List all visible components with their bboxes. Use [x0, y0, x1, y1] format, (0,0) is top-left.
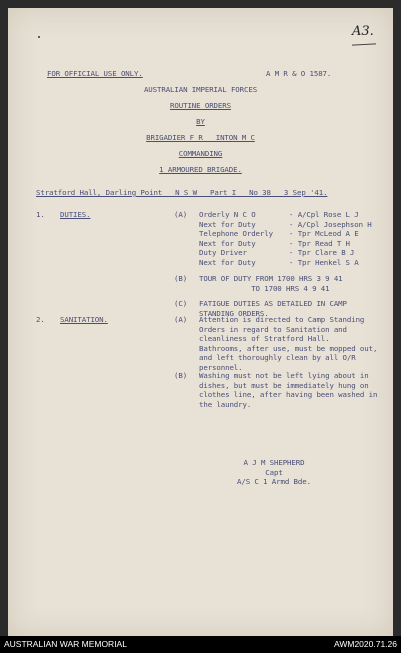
duty-person: - A/Cpl Josephson H	[289, 219, 372, 229]
section-heading: DUTIES.	[60, 210, 91, 219]
footer-accession-number: AWM2020.71.26	[334, 639, 397, 649]
duty-person: - A/Cpl Rose L J	[289, 210, 359, 219]
duty-person: - Tpr Henkel S A	[289, 258, 359, 267]
reference-number: A M R & O 1587.	[266, 69, 332, 78]
dateline: Stratford Hall, Darling Point N S W Part I No 38 3 Sep '41.	[36, 188, 328, 197]
paragraph-label: (B)	[174, 371, 188, 380]
paragraph-label: (A)	[174, 210, 188, 219]
brigade: 1 ARMOURED BRIGADE.	[159, 165, 242, 174]
by-line: BY	[196, 117, 205, 126]
handwritten-underline	[352, 43, 376, 45]
duty-role: Next for Duty	[199, 219, 256, 229]
signature-name: A J M SHEPHERD	[243, 458, 305, 467]
duty-role: Next for Duty	[199, 258, 256, 267]
paragraph-label: (B)	[174, 274, 188, 283]
paragraph-line: Attention is directed to Camp Standing	[199, 315, 365, 324]
paragraph-line: Washing must not be left lying about in	[199, 371, 369, 380]
paragraph-line: Orders in regard to Sanitation and	[199, 324, 347, 334]
section-number: 1.	[36, 210, 45, 219]
paragraph-line: TOUR OF DUTY FROM 1700 HRS 3 9 41	[199, 274, 343, 283]
duty-role: Telephone Orderly	[199, 229, 273, 239]
paragraph-line: Bathrooms, after use, must be mopped out,	[199, 343, 378, 353]
document-title: ROUTINE ORDERS	[170, 101, 231, 110]
duty-person: - Tpr Clare B J	[289, 248, 355, 258]
commander: BRIGADIER F R INTON M C	[146, 133, 255, 142]
paragraph-line: and left thoroughly clean by all O/R	[199, 353, 356, 363]
paragraph-line: STANDING ORDERS.	[199, 308, 269, 318]
paragraph-line: dishes, but must be immediately hung on	[199, 380, 369, 390]
signature-rank: Capt	[265, 467, 283, 477]
section-heading: SANITATION.	[60, 315, 108, 324]
classification: FOR OFFICIAL USE ONLY.	[47, 69, 143, 78]
paragraph-label: (C)	[174, 299, 188, 308]
paragraph-line: clothes line, after having been washed in	[199, 390, 378, 400]
duty-role: Duty Driver	[199, 248, 247, 258]
handwritten-mark: A3.	[352, 24, 374, 39]
paragraph-label: (A)	[174, 315, 188, 324]
paragraph-line: the laundry.	[199, 399, 252, 409]
section-number: 2.	[36, 315, 45, 324]
paragraph-line: TO 1700 HRS 4 9 41	[199, 283, 330, 293]
duty-person: - Tpr Read T H	[289, 238, 350, 248]
document-page	[8, 8, 393, 636]
duty-person: - Tpr McLeod A E	[289, 229, 359, 239]
paragraph-line: personnel.	[199, 363, 243, 372]
footer-institution: AUSTRALIAN WAR MEMORIAL	[4, 639, 127, 649]
duty-role: Orderly N C O	[199, 210, 256, 219]
signature-appointment: A/S C 1 Armd Bde.	[237, 477, 311, 487]
duty-role: Next for Duty	[199, 238, 256, 248]
paragraph-line: cleanliness of Stratford Hall.	[199, 334, 330, 344]
archive-footer	[0, 636, 401, 653]
paragraph-line: FATIGUE DUTIES AS DETAILED IN CAMP	[199, 299, 347, 308]
force-name: AUSTRALIAN IMPERIAL FORCES	[143, 85, 258, 94]
commanding: COMMANDING	[178, 149, 223, 158]
ink-dot	[38, 36, 40, 38]
